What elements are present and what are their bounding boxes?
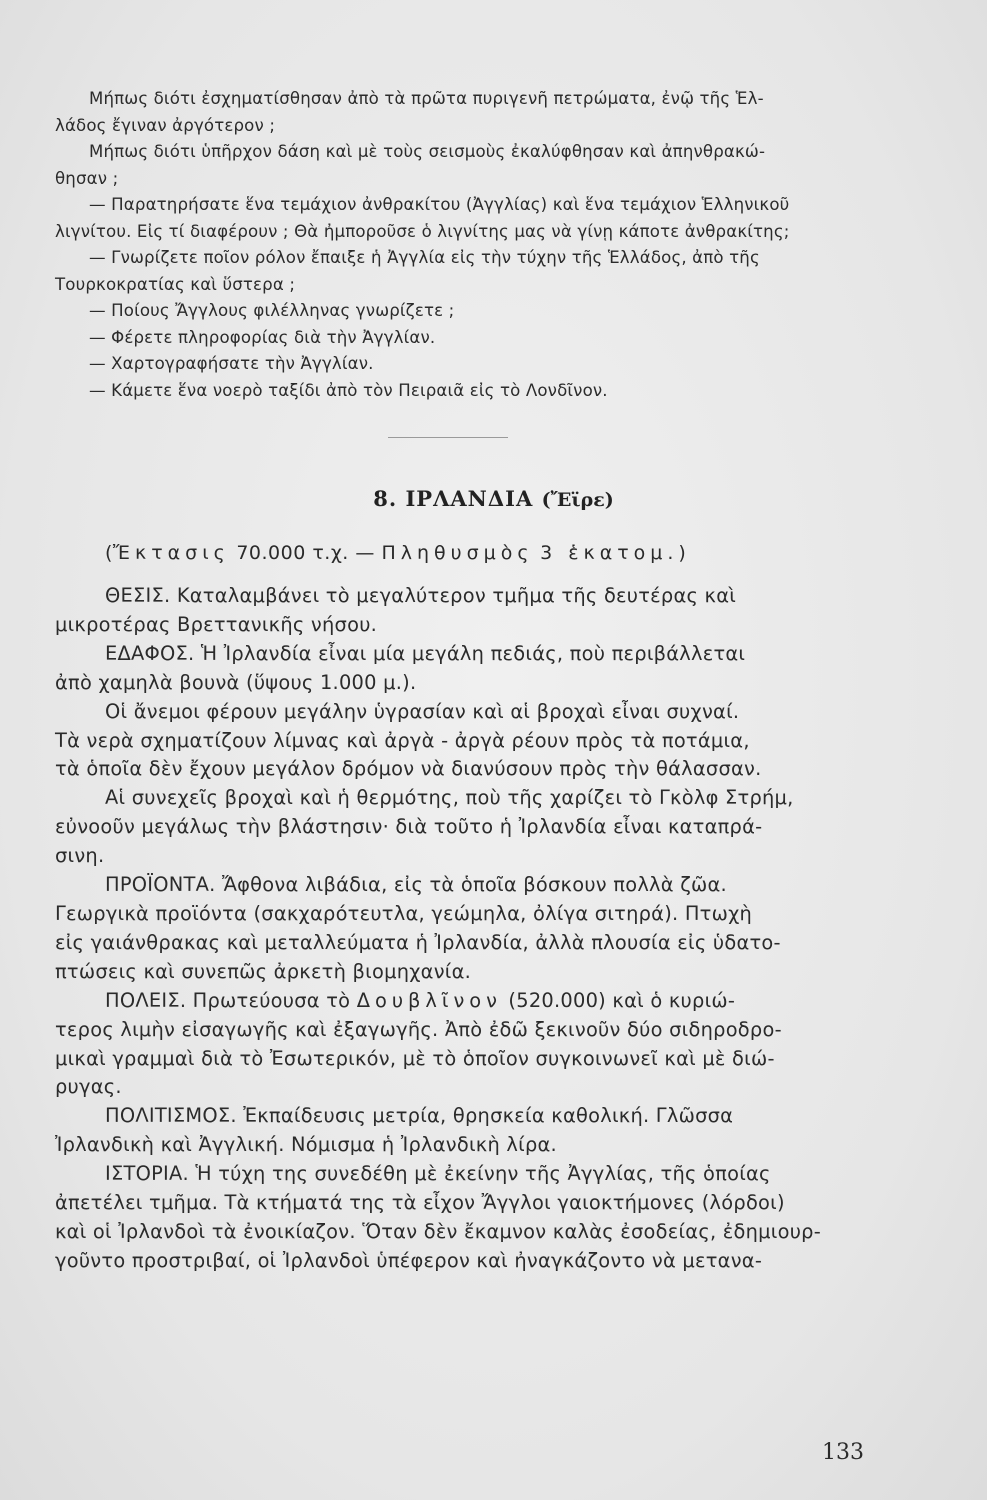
- question-line: Μήπως διότι ἐσχηματίσθησαν ἀπὸ τὰ πρῶτα πυριγενῆ πετρώματα, ἐνῷ τῆς Ἑλ-: [89, 89, 764, 108]
- area-open-paren: (: [105, 542, 113, 564]
- page-number: 133: [822, 1440, 864, 1465]
- body-line: εἰς γαιάνθρακας καὶ μεταλλεύματα ἡ Ἰρλανδία, ἀλλὰ πλουσία εἰς ὑδατο-: [55, 930, 781, 954]
- area-value: 70.000 τ.χ.: [236, 542, 349, 564]
- body-line: ΠΟΛΙΤΙΣΜΟΣ. Ἐκπαίδευσις μετρία, θρησκεία καθολική. Γλῶσσα: [105, 1104, 734, 1128]
- body-line: πτώσεις καὶ συνεπῶς ἀρκετὴ βιομηχανία.: [55, 959, 472, 983]
- body-line: ἀπετέλει τμῆμα. Τὰ κτήματά της τὰ εἶχον Ἄγγλοι γαιοκτήμονες (λόρδοι): [55, 1191, 785, 1215]
- section-divider: [388, 437, 508, 438]
- body-line: Τὰ νερὰ σχηματίζουν λίμνας καὶ ἀργὰ - ἀργὰ ρέουν πρὸς τὰ ποτάμια,: [55, 728, 750, 752]
- section-heading: [0, 486, 987, 511]
- body-line: καὶ οἱ Ἰρλανδοὶ τὰ ἐνοικίαζον. Ὅταν δὲν ἔκαμνον καλὰς ἐσοδείας, ἐδημιουρ-: [55, 1219, 821, 1243]
- body-line: μικαὶ γραμμαὶ διὰ τὸ Ἐσωτερικόν, μὲ τὸ ὁποῖον συγκοινωνεῖ καὶ μὲ διώ-: [55, 1046, 775, 1070]
- section-body: [55, 582, 865, 1276]
- body-line: μικροτέρας Βρεττανικῆς νήσου.: [55, 612, 378, 636]
- body-line: γοῦντο προστριβαί, οἱ Ἰρλανδοὶ ὑπέφερον καὶ ἠναγκάζοντο νὰ μετανα-: [55, 1248, 763, 1272]
- question-line: — Παρατηρήσατε ἕνα τεμάχιον ἀνθρακίτου (Ἀγγλίας) καὶ ἕνα τεμάχιον Ἑλληνικοῦ: [89, 195, 790, 214]
- question-line: — Γνωρίζετε ποῖον ρόλον ἔπαιξε ἡ Ἀγγλία εἰς τὴν τύχην τῆς Ἑλλάδος, ἀπὸ τῆς: [89, 248, 760, 267]
- body-line: ἀπὸ χαμηλὰ βουνὰ (ὕψους 1.000 μ.).: [55, 670, 417, 694]
- body-line: τερος λιμὴν εἰσαγωγῆς καὶ ἐξαγωγῆς. Ἀπὸ ἐδῶ ξεκινοῦν δύο σιδηροδρο-: [55, 1017, 782, 1041]
- question-line: Μήπως διότι ὑπῆρχον δάση καὶ μὲ τοὺς σεισμοὺς ἐκαλύφθησαν καὶ ἀπηνθρακώ-: [89, 142, 766, 161]
- capital-population: (520.000) καὶ ὁ κυριώ-: [508, 988, 736, 1012]
- body-line: εὐνοοῦν μεγάλως τὴν βλάστησιν· διὰ τοῦτο ἡ Ἰρλανδία εἶναι καταπρά-: [55, 815, 763, 839]
- section-title: ΙΡΛΑΝΔΙΑ: [405, 486, 534, 511]
- population-value: 3 ἑκατομ.): [540, 542, 691, 564]
- area-label: Ἔκτασις: [112, 542, 230, 564]
- review-questions: [55, 86, 855, 404]
- question-line: — Κάμετε ἕνα νοερὸ ταξίδι ἀπὸ τὸν Πειραιᾶ εἰς τὸ Λονδῖνον.: [89, 380, 608, 400]
- body-line: ΘΕΣΙΣ. Καταλαμβάνει τὸ μεγαλύτερον τμῆμα τῆς δευτέρας καὶ: [105, 584, 737, 607]
- body-line: [55, 987, 865, 1016]
- cities-intro: ΠΟΛΕΙΣ. Πρωτεύουσα τὸ: [105, 988, 351, 1012]
- body-line: ΕΔΑΦΟΣ. Ἡ Ἰρλανδία εἶναι μία μεγάλη πεδιάς, ποὺ περιβάλλεται: [105, 641, 746, 665]
- body-line: Ἰρλανδικὴ καὶ Ἀγγλική. Νόμισμα ἡ Ἰρλανδικὴ λίρα.: [55, 1133, 557, 1157]
- section-number: 8.: [373, 486, 398, 511]
- body-line: σινη.: [55, 844, 105, 868]
- body-line: ΠΡΟΪΟΝΤΑ. Ἄφθονα λιβάδια, εἰς τὰ ὁποῖα βόσκουν πολλὰ ζῶα.: [105, 873, 727, 897]
- question-line: — Φέρετε πληροφορίας διὰ τὴν Ἀγγλίαν.: [89, 327, 436, 347]
- capital-name: Δουβλῖνον: [356, 988, 502, 1012]
- question-line: — Χαρτογραφήσατε τὴν Ἀγγλίαν.: [89, 354, 374, 373]
- body-line: ΙΣΤΟΡΙΑ. Ἡ τύχη της συνεδέθη μὲ ἐκείνην τῆς Ἀγγλίας, τῆς ὁποίας: [105, 1162, 771, 1186]
- body-line: Αἱ συνεχεῖς βροχαὶ καὶ ἡ θερμότης, ποὺ τῆς χαρίζει τὸ Γκὸλφ Στρήμ,: [105, 786, 794, 810]
- question-line: θησαν ;: [55, 168, 119, 188]
- question-line: λάδος ἔγιναν ἀργότερον ;: [55, 115, 276, 135]
- population-label: Πληθυσμὸς: [381, 542, 534, 564]
- body-line: τὰ ὁποῖα δὲν ἔχουν μεγάλον δρόμον νὰ διανύσουν πρὸς τὴν θάλασσαν.: [55, 757, 762, 781]
- area-separator: —: [355, 542, 375, 564]
- area-population-line: [105, 542, 691, 564]
- question-line: Τουρκοκρατίας καὶ ὕστερα ;: [55, 274, 296, 294]
- section-subtitle: (Ἔϊρε): [541, 489, 614, 511]
- body-line: ρυγας.: [55, 1075, 122, 1099]
- body-line: Γεωργικὰ προϊόντα (σακχαρότευτλα, γεώμηλα, ὀλίγα σιτηρά). Πτωχὴ: [55, 901, 753, 925]
- question-line: — Ποίους Ἄγγλους φιλέλληνας γνωρίζετε ;: [89, 301, 455, 320]
- body-line: Οἱ ἄνεμοι φέρουν μεγάλην ὑγρασίαν καὶ αἱ βροχαὶ εἶναι συχναί.: [105, 699, 740, 723]
- question-line: λιγνίτου. Εἰς τί διαφέρουν ; Θὰ ἠμποροῦσε ὁ λιγνίτης μας νὰ γίνῃ κάποτε ἀνθρακίτης;: [55, 221, 790, 241]
